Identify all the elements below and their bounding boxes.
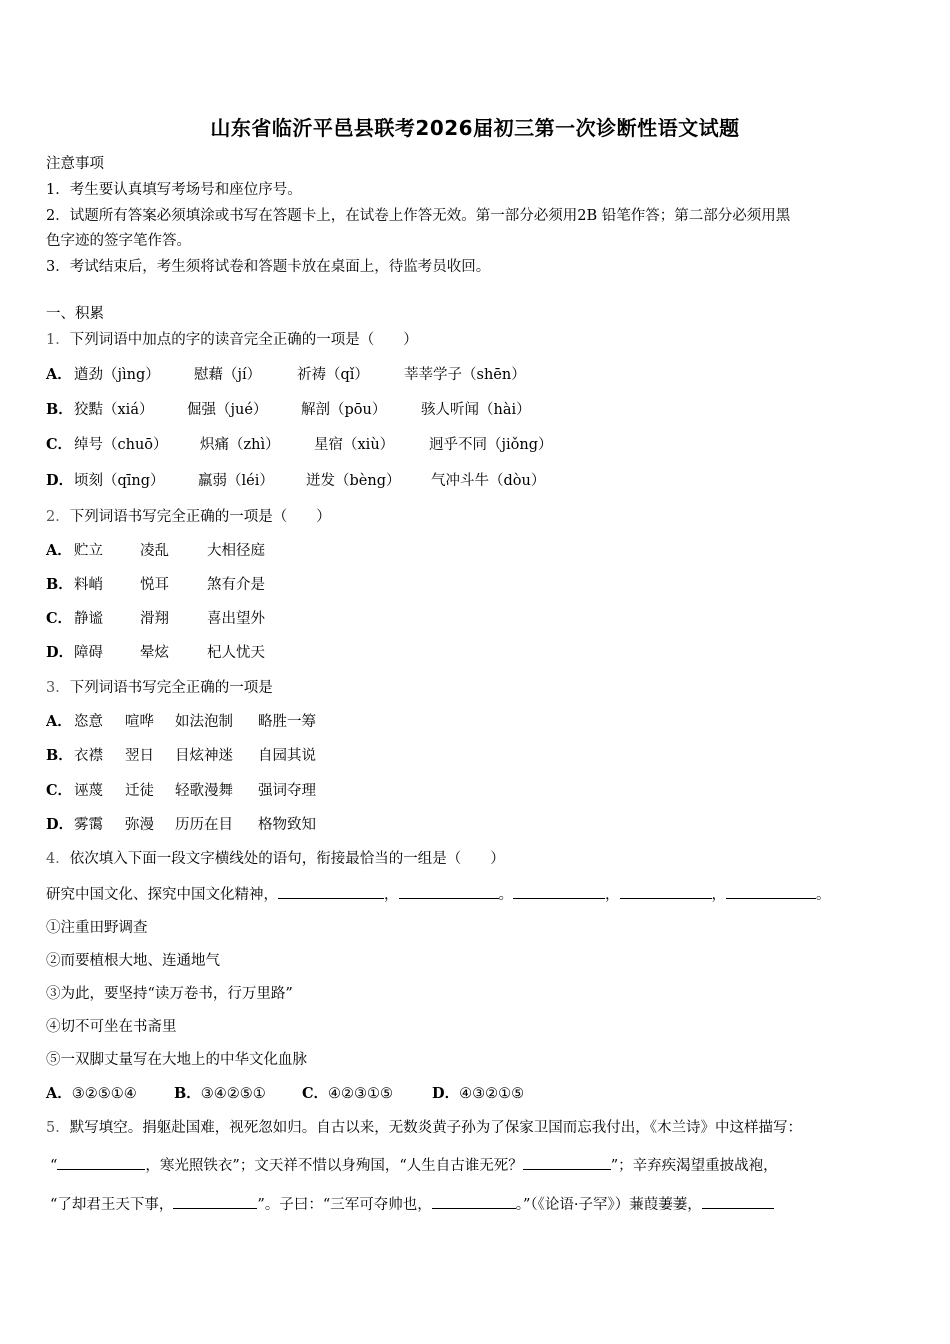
option-item: 翌日 [125,748,154,764]
question-5-line-1 [46,1116,802,1137]
passage-end: 。 [816,887,831,903]
option-item: 羸弱（léi） [198,473,274,489]
passage-comma: ， [384,887,399,903]
option-item: 慰藉（jí） [194,367,262,383]
option-item: 料峭 [74,577,103,593]
option-label: D． [46,472,74,489]
poem-text: ”。子曰：“三军可夺帅也， [257,1197,432,1213]
option-item: 格物致知 [258,817,316,833]
question-number: 5． [46,1120,70,1136]
question-number: 2． [46,509,70,525]
option-label: A． [46,542,72,559]
fill-blank[interactable] [173,1196,257,1209]
fill-blank[interactable] [432,1196,516,1209]
fill-blank[interactable] [726,886,816,899]
question-4-choice-2: ②而要植根大地、连通地气 [46,953,220,969]
option-item: 炽痛（zhì） [200,437,280,453]
option-label: D． [46,644,74,661]
option-item: 如法泡制 [175,714,233,730]
option-item: 顷刻（qīng） [74,473,165,489]
question-4-passage [46,883,831,904]
option-label: C． [46,782,73,799]
question-text: 下列词语书写完全正确的一项是 [69,680,273,696]
question-4-choice-5: ⑤一双脚丈量写在大地上的中华文化血脉 [46,1052,307,1068]
option-item: 静谧 [74,611,103,627]
option-item: 解剖（pōu） [301,402,387,418]
option-item: 略胜一筹 [258,714,316,730]
question-5-line-2 [50,1154,778,1175]
option-item: 贮立 [74,543,103,559]
question-3-option-c[interactable] [46,779,316,800]
answer-option-a[interactable] [46,1082,174,1103]
question-number: 1． [46,332,70,348]
question-3-option-b[interactable] [46,744,316,765]
passage-comma: ， [711,887,726,903]
option-item: 绰号（chuō） [74,437,168,453]
notice-item-1: 1．考生要认真填写考场号和座位序号。 [46,182,302,198]
question-3-stem [46,676,273,697]
question-1-option-c[interactable] [46,433,552,454]
option-label: C． [302,1085,329,1102]
option-label: B． [46,401,73,418]
question-2-option-a[interactable] [46,539,265,560]
fill-blank[interactable] [702,1196,774,1209]
option-value: ④③②①⑤ [459,1086,525,1102]
option-item: 骇人听闻（hài） [421,402,531,418]
fill-blank[interactable] [523,1157,611,1170]
option-item: 滑翔 [140,611,169,627]
option-item: 倔强（jué） [187,402,268,418]
option-item: 星宿（xiù） [314,437,395,453]
question-number: 3． [46,680,70,696]
option-item: 强词夺理 [258,783,316,799]
question-number: 4． [46,851,70,867]
question-4-choice-3: ③为此，要坚持“读万卷书，行万里路” [46,986,293,1002]
option-label: A． [46,1085,72,1102]
question-1-option-d[interactable] [46,469,545,490]
fill-blank[interactable] [513,886,605,899]
option-item: 自园其说 [258,748,316,764]
question-2-stem [46,505,331,526]
option-item: 气冲斗牛（dòu） [431,473,546,489]
option-item: 弥漫 [125,817,154,833]
question-1-option-b[interactable] [46,398,531,419]
poem-text: “了却君王天下事， [50,1197,174,1213]
option-item: 杞人忧天 [207,645,265,661]
option-value: ③②⑤①④ [71,1086,137,1102]
section-heading: 一、积累 [46,306,104,322]
answer-option-c[interactable] [302,1082,432,1103]
option-label: D． [46,816,74,833]
question-2-option-d[interactable] [46,641,265,662]
fill-blank[interactable] [278,886,384,899]
notice-heading: 注意事项 [46,156,104,172]
question-1-option-a[interactable] [46,363,526,384]
option-item: 迸发（bèng） [306,473,401,489]
notice-item-2-cont: 色字迹的签字笔作答。 [46,233,191,249]
notice-item-2: 2．试题所有答案必须填涂或书写在答题卡上，在试卷上作答无效。第一部分必须用2B 铅笔作答；第二部分必须用黑 [46,208,791,224]
option-item: 喜出望外 [207,611,265,627]
option-item: 莘莘学子（shēn） [404,367,526,383]
question-text: 下列词语书写完全正确的一项是（ ） [69,509,331,525]
option-item: 晕炫 [140,645,169,661]
question-text: 下列词语中加点的字的读音完全正确的一项是（ ） [69,332,418,348]
question-text: 默写填空。捐躯赴国难，视死忽如归。自古以来，无数炎黄子孙为了保家卫国而忘我付出，《木兰诗》中这样描写： [69,1120,802,1136]
option-item: 目炫神迷 [175,748,233,764]
option-label: B． [174,1085,201,1102]
fill-blank[interactable] [399,886,499,899]
option-label: A． [46,713,72,730]
option-label: D． [432,1085,460,1102]
option-label: C． [46,436,73,453]
question-3-option-d[interactable] [46,813,316,834]
option-item: 遒劲（jìng） [74,367,160,383]
option-item: 狡黠（xiá） [74,402,154,418]
poem-text: “ [50,1158,58,1174]
option-label: A． [46,366,72,383]
question-5-line-3 [50,1193,774,1214]
question-4-choice-1: ①注重田野调查 [46,920,148,936]
option-item: 煞有介是 [207,577,265,593]
option-label: B． [46,747,73,764]
option-label: C． [46,610,73,627]
option-item: 大相径庭 [207,543,265,559]
option-item: 轻歌漫舞 [175,783,233,799]
option-item: 迥乎不同（jiǒng） [429,437,553,453]
option-item: 悦耳 [140,577,169,593]
option-item: 喧哗 [125,714,154,730]
poem-text: 。”（《论语·子罕》）蒹葭萋萋， [515,1197,702,1213]
fill-blank[interactable] [57,1157,145,1170]
notice-item-3: 3．考试结束后，考生须将试卷和答题卡放在桌面上，待监考员收回。 [46,259,491,275]
option-item: 衣襟 [74,748,103,764]
option-item: 凌乱 [140,543,169,559]
question-4-stem [46,847,505,868]
question-3-option-a[interactable] [46,710,316,731]
page-title: 山东省临沂平邑县联考2026届初三第一次诊断性语文试题 [210,116,740,140]
option-value: ③④②⑤① [200,1086,266,1102]
answer-option-b[interactable] [174,1082,302,1103]
question-4-choice-4: ④切不可坐在书斋里 [46,1019,177,1035]
question-2-option-b[interactable] [46,573,265,594]
option-item: 祈祷（qǐ） [297,367,369,383]
option-item: 历历在目 [175,817,233,833]
option-item: 恣意 [74,714,103,730]
option-value: ④②③①⑤ [328,1086,394,1102]
passage-period: 。 [498,887,513,903]
option-item: 迁徒 [125,783,154,799]
question-1-stem [46,328,418,349]
passage-comma: ， [605,887,620,903]
fill-blank[interactable] [620,886,712,899]
question-2-option-c[interactable] [46,607,265,628]
option-item: 障碍 [74,645,103,661]
question-text: 依次填入下面一段文字横线处的语句，衔接最恰当的一组是（ ） [69,851,505,867]
option-item: 雾霭 [74,817,103,833]
passage-text: 研究中国文化、探究中国文化精神， [46,887,278,903]
poem-text: ，寒光照铁衣”；文天祥不惜以身殉国，“人生自古谁无死？ [145,1158,523,1174]
option-item: 诬蔑 [74,783,103,799]
poem-text: ”；辛弃疾渴望重披战袍， [610,1158,778,1174]
answer-option-d[interactable] [432,1082,524,1103]
option-label: B． [46,576,73,593]
question-4-answers [46,1082,524,1103]
